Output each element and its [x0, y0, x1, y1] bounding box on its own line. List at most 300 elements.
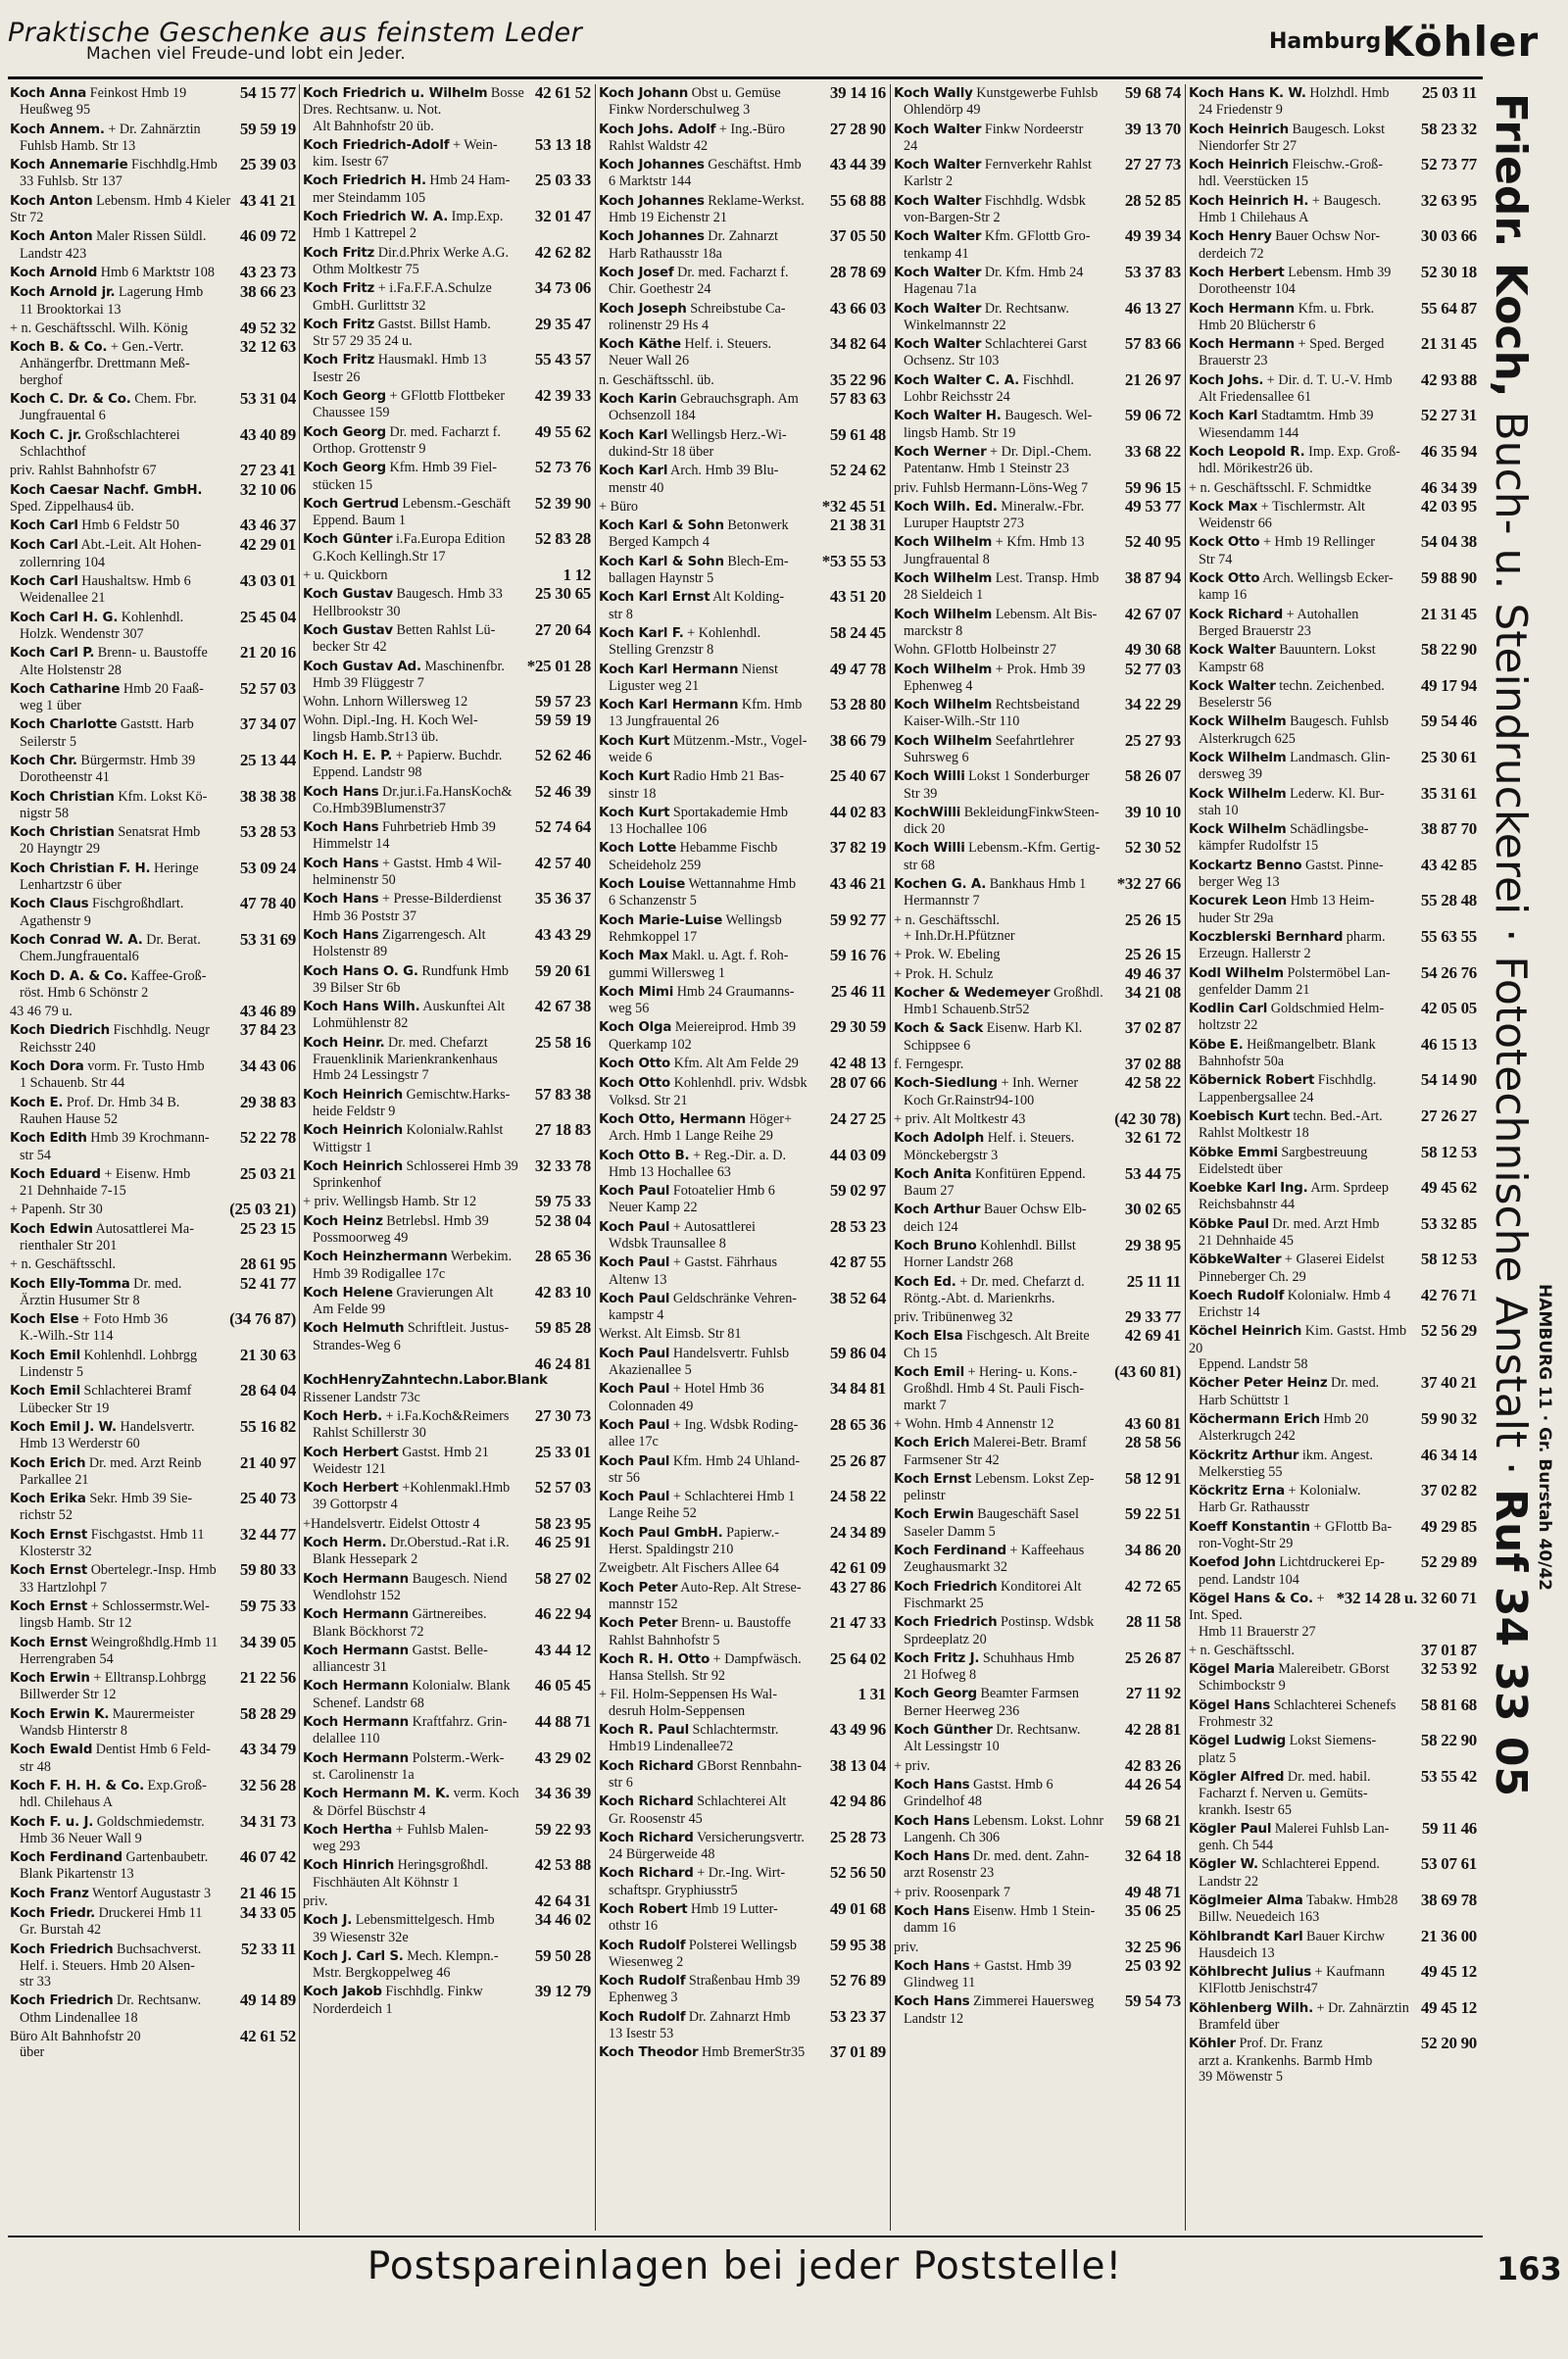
entry-phone: 27 30 73	[531, 1408, 591, 1424]
entry-phone: 59 54 46	[1417, 713, 1477, 729]
entry-text: sinstr 18	[609, 785, 657, 802]
directory-entry	[599, 1686, 886, 1721]
entry-text: Hmb 1 Chilehaus A	[1199, 210, 1309, 226]
entry-text: Erzeugn. Hallerstr 2	[1199, 946, 1311, 962]
directory-entry	[599, 1757, 886, 1794]
entry-detail-line	[303, 764, 591, 780]
directory-entry	[303, 387, 591, 423]
side-ad-address: HAMBURG 11 · Gr. Burstah 40/42	[1535, 1284, 1554, 1591]
directory-entry	[303, 566, 591, 585]
entry-phone: 52 56 29	[1417, 1323, 1477, 1339]
entry-text: Polstermöbel Lan-	[1287, 964, 1391, 981]
directory-entry	[10, 536, 296, 572]
directory-entry	[10, 283, 296, 319]
entry-text: + Inh.Dr.H.Pfützner	[904, 927, 1015, 944]
directory-entry	[894, 1415, 1181, 1434]
directory-entry	[303, 962, 591, 999]
directory-entry	[599, 588, 886, 624]
entry-phone: 58 22 90	[1417, 1733, 1477, 1748]
entry-text: berghof	[20, 371, 63, 388]
directory-entry	[894, 965, 1181, 984]
entry-detail-line	[1189, 982, 1477, 998]
directory-entry	[10, 609, 296, 645]
entry-detail-line	[10, 246, 296, 262]
directory-entry	[303, 208, 591, 244]
entry-phone: 43 49 96	[826, 1722, 886, 1738]
directory-entry	[894, 804, 1181, 840]
entry-text: Mineralw.-Fbr.	[1001, 498, 1085, 515]
entry-name: Koch Karl	[599, 427, 668, 443]
entry-detail-line	[303, 549, 591, 565]
entry-name: Koch Jakob	[303, 1985, 382, 2000]
entry-phone: 59 95 38	[826, 1938, 886, 1953]
entry-name: Koch Wilh. Ed.	[894, 499, 998, 515]
directory-entry	[599, 661, 886, 697]
entry-phone: 53 07 61	[1417, 1856, 1477, 1872]
directory-entry	[10, 1255, 296, 1274]
directory-entry	[1189, 1251, 1477, 1287]
directory-entry	[303, 423, 591, 460]
directory-entry	[599, 1380, 886, 1416]
entry-text: Dr. med. Arzt Reinb	[88, 1454, 202, 1471]
entry-name: Koch J.	[303, 1913, 353, 1929]
entry-phone: 49 45 12	[1417, 1964, 1477, 1980]
entry-text: Kfm. Hmb 24 Uhland-	[672, 1452, 801, 1469]
entry-detail-line	[1189, 874, 1477, 890]
entry-text: Makl. u. Agt. f. Roh-	[671, 948, 789, 964]
entry-text: Karlstr 2	[904, 173, 954, 190]
entry-detail-line	[303, 944, 591, 959]
entry-text: + Inh. Werner	[1001, 1075, 1079, 1092]
entry-text: + n. Geschäftsschl.	[1189, 1642, 1296, 1658]
directory-entry	[1189, 1963, 1477, 1999]
column-1	[10, 84, 296, 2231]
entry-text: dersweg 39	[1199, 766, 1263, 783]
entry-phone: 42 76 71	[1417, 1288, 1477, 1303]
directory-entry	[1189, 300, 1477, 336]
directory-entry	[10, 84, 296, 121]
entry-text: Dr. Berat.	[146, 931, 201, 948]
entry-name: Koch Carl H. G.	[10, 610, 119, 625]
directory-entry	[1189, 1107, 1477, 1144]
directory-entry	[1189, 713, 1477, 749]
entry-detail-line	[10, 1794, 296, 1810]
directory-entry	[10, 227, 296, 264]
entry-phone: 59 68 74	[1121, 85, 1181, 101]
entry-text: + Autohallen	[1286, 606, 1359, 622]
entry-phone: 33 68 22	[1121, 444, 1181, 460]
entry-phone: 37 01 89	[826, 2044, 886, 2060]
entry-name: Koch Georg	[894, 1687, 977, 1702]
entry-text: hdl. Veerstücken 15	[1199, 173, 1309, 190]
entry-text: Suhrsweg 6	[904, 749, 969, 765]
directory-entry	[1189, 892, 1477, 928]
entry-name: Koch Richard	[599, 1794, 694, 1810]
entry-detail-line	[894, 1830, 1181, 1845]
directory-entry	[599, 1416, 886, 1452]
directory-entry	[894, 407, 1181, 443]
entry-text: Seefahrtlehrer	[995, 732, 1075, 749]
entry-detail-line	[10, 1293, 296, 1308]
entry-text: mer Steindamm 105	[313, 189, 426, 206]
directory-entry	[303, 1034, 591, 1086]
entry-text: Finkw Norderschulweg 3	[609, 102, 751, 119]
entry-name: Koch Leopold R.	[1189, 444, 1305, 460]
directory-entry	[894, 156, 1181, 192]
entry-text: Alsterkrugch 625	[1199, 730, 1296, 747]
entry-detail-line	[599, 821, 886, 837]
entry-text: Gastst. Pinne-	[1304, 857, 1384, 873]
entry-text: Dr. med.	[133, 1275, 182, 1292]
entry-name: Koch Hermann	[303, 1750, 410, 1766]
entry-text: über	[20, 2044, 45, 2061]
entry-text: Hansa Stellsh. Str 92	[609, 1668, 726, 1685]
directory-entry	[10, 1597, 296, 1634]
entry-text: Dorotheenstr 41	[20, 769, 110, 786]
entry-text: Kfm. GFlottb Gro-	[984, 228, 1091, 245]
directory-entry	[1189, 1642, 1477, 1660]
entry-text: Kraftfahrz. Grin-	[412, 1714, 508, 1731]
side-ad-company: Friedr. Koch,	[1486, 93, 1536, 398]
entry-phone: 21 31 45	[1417, 336, 1477, 352]
entry-text: Dr.Oberstud.-Rat i.R.	[389, 1535, 510, 1551]
column-divider	[1185, 84, 1186, 2231]
entry-text: Mützenm.-Mstr., Vogel-	[672, 732, 808, 749]
entry-text: schaftspr. Gryphiusstr5	[609, 1882, 738, 1898]
entry-phone: 38 66 23	[236, 284, 296, 300]
directory-entry	[599, 1793, 886, 1829]
entry-name: Koch Eduard	[10, 1166, 101, 1182]
directory-entry	[894, 1363, 1181, 1415]
directory-entry	[894, 1201, 1181, 1237]
column-divider	[299, 84, 300, 2231]
entry-text: Kim. Gastst. Hmb 20	[1189, 1323, 1407, 1356]
entry-name: Koch Karl Hermann	[599, 698, 739, 713]
entry-text: Kolonialw. Blank	[412, 1678, 511, 1695]
entry-detail-line	[894, 678, 1181, 694]
entry-text: kim. Isestr 67	[313, 154, 389, 171]
directory-entry	[1189, 335, 1477, 371]
entry-text: + priv. Wellingsb Hamb. Str 12	[303, 1194, 477, 1210]
entry-detail-line	[10, 1974, 296, 1990]
entry-detail-line	[894, 210, 1181, 225]
entry-text: Lebensm.-Geschäft	[402, 495, 512, 512]
entry-text: Eppend. Landstr 98	[313, 764, 422, 781]
entry-phone: 42 48 13	[826, 1056, 886, 1071]
entry-phone: 39 13 70	[1121, 122, 1181, 137]
entry-name: Kock Wilhelm	[1189, 822, 1287, 838]
entry-detail-line	[599, 750, 886, 765]
entry-detail-line	[599, 1399, 886, 1414]
entry-name: Koch Gustav	[303, 587, 393, 603]
entry-phone: 30 03 66	[1417, 228, 1477, 244]
entry-text: Lange Reihe 52	[609, 1505, 697, 1522]
entry-detail-line	[1189, 731, 1477, 747]
entry-detail-line	[1189, 210, 1477, 225]
entry-detail-line	[10, 1723, 296, 1739]
entry-text: + Dampfwäsch.	[712, 1650, 802, 1667]
entry-detail-line	[10, 356, 296, 371]
directory-entry	[1189, 1855, 1477, 1892]
entry-text: Hmb 20	[1323, 1410, 1369, 1427]
entry-detail-line	[10, 1866, 296, 1882]
entry-phone: 42 03 95	[1417, 499, 1477, 515]
entry-text: priv. Fuhlsb Hermann-Löns-Weg 7	[894, 479, 1089, 496]
entry-detail-line	[1189, 173, 1477, 189]
entry-phone: 46 07 42	[236, 1849, 296, 1865]
directory-entry	[894, 1613, 1181, 1649]
entry-name: Koch Rudolf	[599, 1974, 686, 1990]
entry-name: Kockartz Benno	[1189, 858, 1302, 873]
entry-text: Fischgastst. Hmb 11	[90, 1526, 205, 1543]
entry-text: Neuer Wall 26	[609, 353, 690, 369]
directory-entry	[599, 1721, 886, 1757]
entry-name: Koch Hans	[303, 856, 379, 871]
entry-phone: 43 46 21	[826, 876, 886, 892]
entry-text: kämpfer Rudolfstr 15	[1199, 838, 1319, 855]
entry-text: Isestr 26	[313, 369, 361, 385]
entry-text: + Wohn. Hmb 4 Annenstr 12	[894, 1415, 1054, 1432]
entry-detail-line	[599, 1236, 886, 1252]
entry-detail-line	[894, 1596, 1181, 1611]
entry-phone: 25 64 02	[826, 1651, 886, 1667]
entry-name: Koch Paul	[599, 1382, 670, 1398]
entry-name: Koch Anton	[10, 229, 93, 245]
entry-text: mannstr 152	[609, 1596, 678, 1612]
entry-detail-line	[599, 173, 886, 189]
entry-detail-line	[894, 1452, 1181, 1468]
entry-text: Landstr 12	[904, 2010, 964, 2027]
entry-name: Koch Peter	[599, 1616, 678, 1632]
entry-phone: 49 48 71	[1121, 1885, 1181, 1900]
entry-detail-line	[1189, 1304, 1477, 1320]
entry-detail-line	[599, 1811, 886, 1827]
entry-detail-line	[599, 965, 886, 981]
entry-detail-line	[303, 1875, 591, 1891]
entry-text: Kolonialw.Rahlst	[406, 1122, 504, 1139]
entry-text: Zimmerei Hauersweg	[972, 1993, 1095, 2010]
entry-phone: 24 58 22	[826, 1489, 886, 1504]
entry-detail-line	[1189, 1945, 1477, 1961]
entry-text: Heußweg 95	[20, 102, 91, 119]
entry-name: Koch Friedrich	[894, 1615, 998, 1631]
entry-name: Koch Hermann M. K.	[303, 1787, 451, 1802]
entry-text: Feinkost Hmb 19	[89, 85, 187, 101]
entry-name: Koch Ed.	[894, 1274, 956, 1290]
entry-text: Co.Hmb39Blumenstr37	[313, 800, 446, 816]
directory-entry	[894, 839, 1181, 875]
entry-text: Harb Gr. Rathausstr	[1199, 1499, 1310, 1516]
directory-entry	[1189, 1482, 1477, 1518]
entry-detail-line	[1189, 552, 1477, 567]
entry-phone: 59 80 33	[236, 1562, 296, 1578]
entry-text: + priv. Roosenpark 7	[894, 1884, 1010, 1900]
entry-text: Hmb1 Schauenb.Str52	[904, 1002, 1030, 1018]
entry-name: Koch Chr.	[10, 753, 77, 768]
directory-entry	[894, 121, 1181, 157]
entry-phone: 46 25 91	[531, 1535, 591, 1550]
entry-name: Koch Friedrich W. A.	[303, 210, 449, 225]
entry-phone: 35 06 25	[1121, 1903, 1181, 1919]
column-2	[303, 84, 591, 2231]
entry-text: str 33	[20, 1974, 51, 1990]
entry-first-line	[599, 1326, 886, 1342]
entry-name: Koch Heinrich	[303, 1087, 403, 1103]
entry-phone: 54 15 77	[236, 85, 296, 101]
directory-entry	[1189, 371, 1477, 408]
column-3	[599, 84, 886, 2231]
entry-text: Weingroßhdlg.Hmb 11	[90, 1634, 219, 1650]
entry-text: + Eisenw. Hmb	[104, 1165, 191, 1182]
entry-name: Koch Marie-Luise	[599, 912, 723, 928]
entry-text: Querkamp 102	[609, 1036, 692, 1053]
entry-detail-line	[599, 1470, 886, 1486]
entry-phone: 21 47 33	[826, 1615, 886, 1631]
entry-text: kamp 16	[1199, 587, 1248, 604]
entry-name: Kock Otto	[1189, 571, 1260, 587]
directory-entry	[303, 1355, 591, 1407]
directory-entry	[599, 390, 886, 426]
entry-name: Koch Arnold jr.	[10, 285, 116, 301]
entry-detail-line	[10, 1580, 296, 1596]
entry-text: krankh. Isestr 65	[1199, 1801, 1292, 1818]
entry-text: stücken 15	[313, 476, 373, 493]
entry-name: Koch Edwin	[10, 1221, 93, 1237]
entry-text: + Kohlenhdl.	[687, 624, 761, 641]
entry-phone: 46 15 13	[1417, 1037, 1477, 1053]
entry-detail-line	[599, 1505, 886, 1521]
entry-text: Fischhdlg. Neugr	[113, 1022, 210, 1039]
entry-name: Koch Louise	[599, 877, 686, 893]
entry-phone: 34 22 29	[1121, 697, 1181, 713]
entry-text: Gastst. Hmb 6	[972, 1776, 1054, 1793]
entry-text: stah 10	[1199, 802, 1239, 818]
entry-text: Exp.Groß-	[147, 1777, 207, 1794]
entry-detail-line	[599, 138, 886, 154]
entry-name: Koch Edith	[10, 1131, 87, 1147]
entry-detail-line	[894, 750, 1181, 765]
entry-phone: 58 81 68	[1417, 1697, 1477, 1713]
entry-phone: 44 26 54	[1121, 1777, 1181, 1793]
entry-name: Koch Walter H.	[894, 409, 1002, 424]
entry-text: + Fil. Holm-Seppensen Hs Wal-	[599, 1687, 777, 1703]
entry-detail-line	[10, 1148, 296, 1163]
entry-text: helminenstr 50	[313, 872, 396, 889]
entry-name: Koch Herb.	[303, 1408, 383, 1424]
directory-entry	[10, 823, 296, 860]
entry-phone: 25 03 33	[531, 172, 591, 188]
entry-name: Koch Otto, Hermann	[599, 1111, 746, 1127]
entry-detail-line	[1189, 318, 1477, 333]
entry-text: Hermannstr 7	[904, 893, 980, 909]
directory-entry	[894, 1721, 1181, 1757]
entry-text: Dr. Rechtsanw.	[984, 300, 1069, 317]
entry-text: Konditorei Alt	[1001, 1578, 1082, 1595]
entry-phone: 34 84 81	[826, 1381, 886, 1397]
directory-entry	[303, 1570, 591, 1606]
directory-entry	[1189, 1768, 1477, 1820]
entry-text: Hmb 36 Poststr 37	[313, 908, 417, 924]
directory-entry	[303, 1248, 591, 1284]
entry-text: Lichtdruckerei Ep-	[1279, 1554, 1385, 1571]
entry-name: Koeff Konstantin	[1189, 1519, 1310, 1535]
directory-entry	[303, 818, 591, 855]
entry-detail-line	[894, 173, 1181, 189]
entry-text: Papierw.-	[726, 1524, 779, 1541]
directory-entry	[10, 1275, 296, 1311]
directory-entry	[894, 946, 1181, 964]
directory-entry	[10, 1813, 296, 1849]
entry-text: + Dr. Zahnärztin	[108, 121, 201, 137]
entry-text: + GFlottb Flottbeker	[389, 388, 506, 405]
entry-text: + Papierw. Buchdr.	[395, 747, 503, 763]
entry-name: Koch Theodor	[599, 2045, 699, 2061]
entry-text: ikm. Angest.	[1301, 1447, 1373, 1463]
entry-name: Koch Hans	[303, 820, 379, 836]
entry-detail-line	[599, 929, 886, 945]
entry-name: Koch Hans	[894, 1958, 970, 1974]
entry-name: Koch Christian	[10, 789, 115, 805]
entry-name: Koch Emil	[10, 1348, 80, 1363]
entry-name: Koch Kurt	[599, 733, 670, 749]
entry-name: KöbkeWalter	[1189, 1253, 1282, 1268]
entry-phone: 25 27 93	[1121, 733, 1181, 749]
entry-name: Koch Rudolf	[599, 2009, 686, 2025]
directory-entry	[599, 875, 886, 911]
entry-name: Koczblerski Bernhard	[1189, 929, 1344, 945]
entry-phone: 59 54 73	[1121, 1993, 1181, 2009]
entry-name: Koch F. u. J.	[10, 1814, 94, 1830]
directory-entry	[303, 998, 591, 1034]
entry-detail-line	[1189, 138, 1477, 154]
entry-detail-line	[303, 262, 591, 277]
entry-phone: 42 58 22	[1121, 1075, 1181, 1091]
entry-phone: 25 03 21	[236, 1166, 296, 1182]
entry-phone: 25 33 01	[531, 1445, 591, 1460]
entry-detail-line	[599, 893, 886, 909]
entry-text: Dr. Zahnarzt	[708, 228, 778, 245]
entry-text: Ephenweg 4	[904, 677, 973, 694]
directory-entry	[599, 1253, 886, 1290]
entry-name: Koch Karl F.	[599, 625, 684, 641]
entry-phone: 57 83 63	[826, 391, 886, 407]
entry-name: Kögel Ludwig	[1189, 1734, 1287, 1749]
directory-entry	[894, 264, 1181, 300]
entry-phone: (43 60 81)	[1110, 1364, 1181, 1380]
entry-text: + Foto Hmb 36	[82, 1311, 169, 1328]
entry-detail-line	[10, 806, 296, 821]
entry-text: & Dörfel Büschstr 4	[313, 1802, 426, 1819]
entry-name: Koch Richard	[599, 1758, 694, 1774]
entry-text: Hmb 19 Lutter-	[691, 1900, 778, 1917]
entry-text: + Elltransp.Lohbrgg	[93, 1670, 207, 1687]
directory-entry	[1189, 928, 1477, 964]
directory-entry	[599, 1325, 886, 1344]
entry-detail-line	[303, 1659, 591, 1675]
entry-name: Koch Ferdinand	[10, 1850, 122, 1866]
entry-text: rolinenstr 29 Hs 4	[609, 317, 710, 333]
entry-text: Orthop. Grottenstr 9	[313, 440, 426, 457]
entry-detail-line	[599, 2026, 886, 2041]
directory-entry	[303, 1212, 591, 1249]
entry-text: priv. Tribünenweg 32	[894, 1309, 1013, 1326]
entry-text: Dr. med. dent. Zahn-	[972, 1848, 1090, 1865]
entry-text: platz 5	[1199, 1749, 1237, 1766]
entry-text: Gastst. Belle-	[412, 1642, 488, 1658]
entry-phone: 59 75 33	[531, 1194, 591, 1209]
entry-text: + Papenh. Str 30	[10, 1202, 103, 1218]
directory-entry	[599, 804, 886, 840]
